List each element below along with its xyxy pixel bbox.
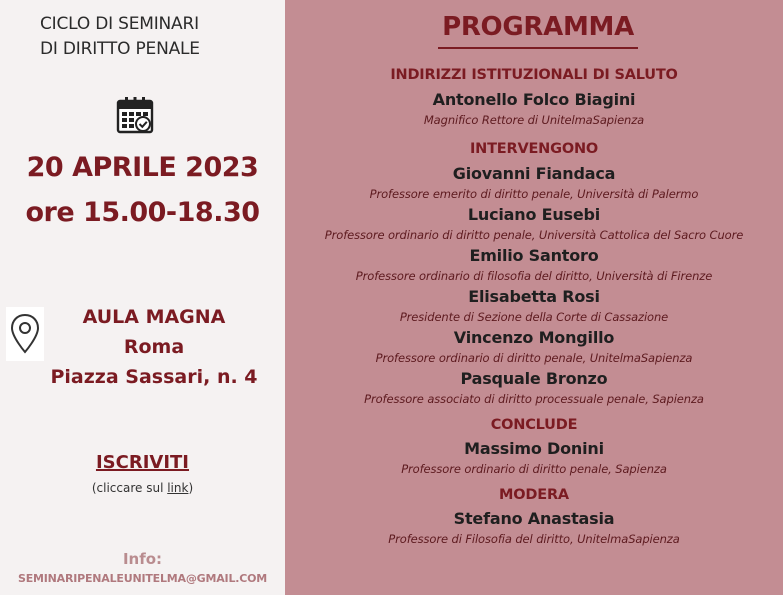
left-panel	[0, 0, 285, 595]
person-name: Giovanni Fiandaca	[452, 164, 616, 183]
venue-address: Piazza Sassari, n. 4	[50, 366, 258, 388]
venue-city: Roma	[123, 336, 185, 358]
info-label: Info:	[122, 550, 163, 568]
venue-name: AULA MAGNA	[82, 306, 226, 328]
person-name: Antonello Folco Biagini	[432, 90, 636, 109]
person-name: Vincenzo Mongillo	[453, 328, 615, 347]
person-name: Emilio Santoro	[469, 246, 599, 265]
person-role: Professore ordinario di diritto penale, Università Cattolica del Sacro Cuore	[324, 228, 744, 242]
section-conclusion: CONCLUDE	[490, 417, 578, 433]
section-speakers: INTERVENGONO	[469, 141, 599, 157]
program-title-underline	[438, 47, 638, 49]
person-role: Professore emerito di diritto penale, Università di Palermo	[369, 187, 699, 201]
person-name: Stefano Anastasia	[453, 509, 615, 528]
person-role: Professore associato di diritto processuale penale, Sapienza	[364, 392, 704, 406]
register-hint-link[interactable]: link	[167, 481, 189, 495]
series-line-2: DI DIRITTO PENALE	[40, 39, 200, 59]
map-pin-icon	[6, 307, 44, 361]
contact-email[interactable]: SEMINARIPENALEUNITELMA@GMAIL.COM	[17, 572, 268, 585]
register-hint	[0, 481, 285, 495]
section-moderator: MODERA	[499, 487, 569, 503]
person-role: Professore di Filosofia del diritto, UnitelmaSapienza	[388, 532, 680, 546]
person-name: Elisabetta Rosi	[468, 287, 600, 306]
event-time: ore 15.00-18.30	[25, 197, 260, 228]
calendar-check-icon	[116, 96, 154, 134]
person-role: Presidente di Sezione della Corte di Cassazione	[399, 310, 669, 324]
person-role: Magnifico Rettore di UnitelmaSapienza	[423, 113, 645, 127]
person-name: Luciano Eusebi	[467, 205, 601, 224]
section-greetings: INDIRIZZI ISTITUZIONALI DI SALUTO	[390, 67, 678, 83]
person-role: Professore ordinario di filosofia del diritto, Università di Firenze	[355, 269, 713, 283]
series-line-1: CICLO DI SEMINARI	[40, 14, 199, 34]
register-link[interactable]	[0, 452, 285, 473]
seminar-series-title	[40, 12, 200, 62]
person-name: Pasquale Bronzo	[460, 369, 608, 388]
person-role: Professore ordinario di diritto penale, UnitelmaSapienza	[375, 351, 693, 365]
person-name: Massimo Donini	[464, 439, 604, 458]
register-label[interactable]: ISCRIVITI	[95, 452, 190, 473]
event-date: 20 APRILE 2023	[26, 152, 259, 183]
program-title: PROGRAMMA	[442, 12, 634, 42]
register-hint-prefix: (cliccare sul	[91, 481, 168, 495]
person-role: Professore ordinario di diritto penale, Sapienza	[401, 462, 667, 476]
register-hint-suffix: )	[188, 481, 194, 495]
